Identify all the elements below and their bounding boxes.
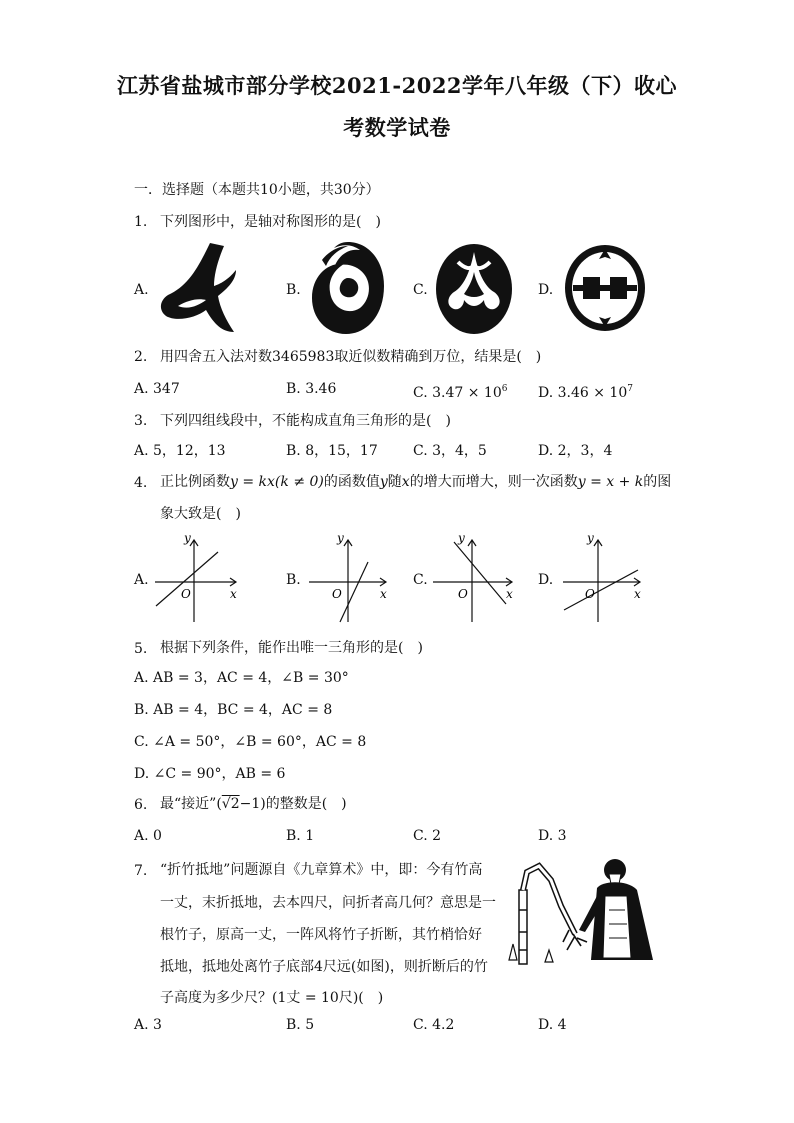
title-line-1: 江苏省盐城市部分学校2021-2022学年八年级（下）收心: [116, 73, 678, 98]
q3-option-a: A. 5，12，13: [134, 443, 226, 459]
q3-text: 下列四组线段中，不能构成直角三角形的是( ): [160, 413, 451, 429]
q7-line-2: 一丈，末折抵地，去本四尺，问折者高几何？意思是一: [160, 895, 496, 911]
q2-option-b: B. 3.46: [286, 381, 337, 397]
q6-option-c: C. 2: [413, 828, 442, 844]
q6-text: 最“接近”(√2−1)的整数是( ): [160, 796, 347, 812]
q7-option-b: B. 5: [286, 1017, 315, 1033]
q6-option-b: B. 1: [286, 828, 315, 844]
q1-number: 1.: [134, 214, 148, 230]
q3-number: 3.: [134, 413, 148, 429]
q4-b-axis-y: y: [337, 532, 344, 545]
q4-graph-b: [304, 532, 396, 624]
q7-line-3: 根竹子，原高一丈，一阵风将竹子折断，其竹梢恰好: [160, 927, 482, 943]
q5-option-a: A. AB = 3，AC = 4，∠B = 30°: [134, 670, 349, 686]
q7-line-4: 抵地，抵地处离竹子底部4尺远(如图)，则折断后的竹: [160, 959, 488, 975]
section-heading: 一．选择题（本题共10小题，共30分）: [134, 182, 380, 198]
q7-option-c: C. 4.2: [413, 1017, 455, 1033]
q4-b-origin: O: [332, 587, 342, 601]
q4-graph-a: [150, 532, 245, 624]
q7-line-5: 子高度为多少尺？(1丈 = 10尺)( ): [160, 990, 384, 1006]
q6-option-a: A. 0: [134, 828, 162, 844]
q3-option-d: D. 2，3，4: [538, 443, 613, 459]
q3-option-b: B. 8，15，17: [286, 443, 378, 459]
q6-option-d: D. 3: [538, 828, 567, 844]
q4-a-origin: O: [181, 587, 191, 601]
q7-option-a: A. 3: [134, 1017, 162, 1033]
q1-symbol-a: [158, 240, 238, 335]
q4-c-axis-x: x: [506, 587, 513, 601]
q4-text-line2: 象大致是( ): [160, 506, 241, 522]
q4-text-line1: 正比例函数y = kx(k ≠ 0)的函数值y随x的增大而增大，则一次函数y = x + k的图: [160, 474, 672, 490]
q4-option-a-label: A.: [134, 572, 149, 588]
q5-option-d: D. ∠C = 90°，AB = 6: [134, 766, 286, 782]
q4-c-axis-y: y: [458, 532, 465, 545]
q4-b-axis-x: x: [380, 587, 387, 601]
q2-option-c: C. $3.47 \times 10^6$: [413, 384, 508, 401]
q7-line-1: “折竹抵地”问题源自《九章算术》中，即：今有竹高: [160, 862, 483, 878]
q4-a-axis-y: y: [184, 532, 191, 545]
q4-number: 4.: [134, 475, 148, 491]
q5-number: 5.: [134, 641, 148, 657]
q2-text: 用四舍五入法对数3465983取近似数精确到万位，结果是( ): [160, 349, 542, 365]
q1-symbol-d: [563, 243, 647, 333]
q7-option-d: D. 4: [538, 1017, 567, 1033]
q1-option-b-label: B.: [286, 282, 301, 298]
q1-symbol-b: [308, 238, 386, 338]
q4-a-axis-x: x: [230, 587, 237, 601]
q1-option-c-label: C.: [413, 282, 428, 298]
q2-option-a: A. 347: [134, 381, 180, 397]
q6-number: 6.: [134, 797, 148, 813]
q1-option-d-label: D.: [538, 282, 554, 298]
q4-d-axis-y: y: [587, 532, 594, 545]
q7-bamboo-illustration: [505, 850, 665, 968]
q4-graph-d: [558, 532, 650, 624]
q2-option-d: D. $3.46 \times 10^7$: [538, 384, 633, 401]
q5-text: 根据下列条件，能作出唯一三角形的是( ): [160, 640, 423, 656]
q4-c-origin: O: [458, 587, 468, 601]
q4-graph-c: [428, 532, 520, 624]
q3-option-c: C. 3，4，5: [413, 443, 487, 459]
q1-option-a-label: A.: [134, 282, 149, 298]
q4-d-origin: O: [585, 587, 595, 601]
q5-option-c: C. ∠A = 50°，∠B = 60°，AC = 8: [134, 734, 367, 750]
q5-option-b: B. AB = 4，BC = 4，AC = 8: [134, 702, 333, 718]
q1-symbol-c: [434, 242, 514, 336]
q4-option-b-label: B.: [286, 572, 301, 588]
q4-option-c-label: C.: [413, 572, 428, 588]
q1-text: 下列图形中，是轴对称图形的是( ): [160, 214, 381, 230]
q2-number: 2.: [134, 349, 148, 365]
title-line-2: 考数学试卷: [343, 115, 451, 140]
q4-d-axis-x: x: [634, 587, 641, 601]
q4-option-d-label: D.: [538, 572, 554, 588]
q7-number: 7.: [134, 863, 148, 879]
